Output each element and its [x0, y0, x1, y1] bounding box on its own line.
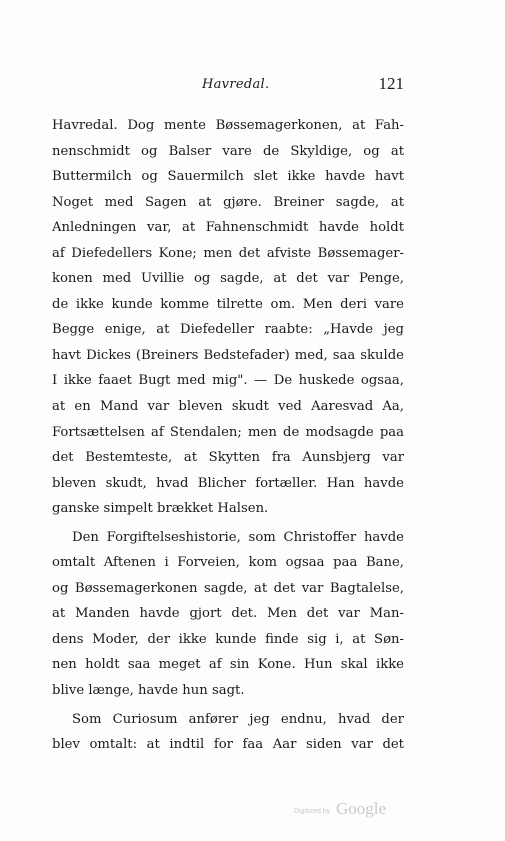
text-line: nen holdt saa meget af sin Kone. Hun skal ikke [52, 657, 404, 673]
text-line: det Bestemteste, at Skytten fra Aunsbjerg var [52, 450, 404, 466]
watermark-caption: Digitized by [294, 808, 331, 815]
text-line: nenschmidt og Balser vare de Skyldige, og at [52, 143, 404, 159]
text-line: Buttermilch og Sauermilch slet ikke havde havt [52, 169, 404, 185]
text-line: Begge enige, at Diefedeller raabte: „Havde jeg [52, 322, 404, 338]
text-line: Den Forgiftelseshistorie, som Christoffer havde [72, 529, 404, 545]
paragraph [52, 113, 404, 522]
page-header [52, 74, 404, 98]
digitized-by-google-watermark [294, 799, 404, 821]
text-line: Noget med Sagen at gjøre. Breiner sagde, at [52, 194, 404, 210]
text-line: havt Dickes (Breiners Bedstefader) med, saa skulde [52, 347, 404, 363]
text-line: af Diefedellers Kone; men det afviste Bøssemager- [52, 245, 404, 261]
text-line: blev omtalt: at indtil for faa Aar siden var det [52, 737, 404, 753]
body-text [52, 113, 404, 758]
text-line: bleven skudt, hvad Blicher fortæller. Han havde [52, 475, 404, 491]
paragraph [52, 707, 404, 758]
text-line: dens Moder, der ikke kunde finde sig i, at Søn- [52, 631, 404, 647]
google-logo: Google [336, 799, 387, 818]
text-line: Fortsættelsen af Stendalen; men de modsagde paa [52, 424, 404, 440]
text-line: blive længe, havde hun sagt. [52, 683, 245, 699]
paragraph [52, 525, 404, 704]
text-line: og Bøssemagerkonen sagde, at det var Bagtalelse, [52, 580, 404, 596]
running-title: Havredal. [202, 77, 270, 92]
text-line: omtalt Aftenen i Forveien, kom ogsaa paa Bane, [52, 555, 404, 571]
text-line: Havredal. Dog mente Bøssemagerkonen, at Fah- [52, 118, 404, 133]
text-line: Anledningen var, at Fahnenschmidt havde holdt [52, 220, 404, 236]
text-line: I ikke faaet Bugt med mig". — De huskede ogsaa, [52, 373, 404, 389]
text-line: konen med Uvillie og sagde, at det var Penge, [52, 271, 404, 287]
text-line: at Manden havde gjort det. Men det var Man- [52, 606, 404, 622]
text-line: ganske simpelt brækket Halsen. [52, 501, 269, 517]
page-number: 121 [378, 74, 404, 93]
text-line: de ikke kunde komme tilrette om. Men deri vare [52, 296, 404, 312]
text-line: at en Mand var bleven skudt ved Aaresvad Aa, [52, 399, 404, 415]
text-line: Som Curiosum anfører jeg endnu, hvad der [72, 711, 404, 727]
